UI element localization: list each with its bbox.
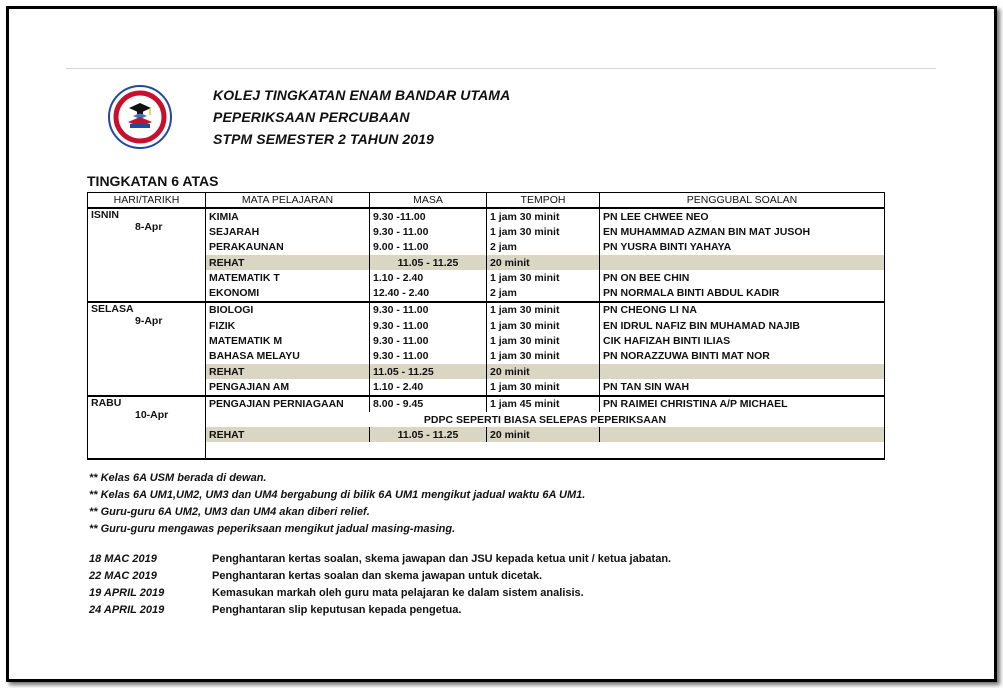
deadline-text: Penghantaran slip keputusan kepada pengetua. bbox=[212, 604, 462, 616]
note-item: ** Kelas 6A USM berada di dewan. bbox=[89, 472, 267, 484]
duration-cell: 20 minit bbox=[487, 255, 600, 270]
duration-cell: 1 jam 30 minit bbox=[487, 208, 600, 224]
duration-cell: 1 jam 30 minit bbox=[487, 318, 600, 333]
setter-cell: PN TAN SIN WAH bbox=[600, 379, 885, 395]
time-cell: 11.05 - 11.25 bbox=[370, 364, 487, 379]
time-cell: 9.00 - 11.00 bbox=[370, 240, 487, 255]
college-name: KOLEJ TINGKATAN ENAM BANDAR UTAMA bbox=[213, 87, 511, 103]
note-item: ** Guru-guru 6A UM2, UM3 dan UM4 akan diberi relief. bbox=[89, 506, 370, 518]
subject-cell: PENGAJIAN AM bbox=[206, 379, 370, 395]
time-cell: 1.10 - 2.40 bbox=[370, 379, 487, 395]
day-cell-isnin: ISNIN 8-Apr bbox=[88, 208, 206, 302]
duration-cell: 1 jam 30 minit bbox=[487, 379, 600, 395]
deadline-date: 24 APRIL 2019 bbox=[89, 604, 165, 616]
setter-cell bbox=[600, 364, 885, 379]
deadline-text: Penghantaran kertas soalan, skema jawapan dan JSU kepada ketua unit / ketua jabatan. bbox=[212, 553, 672, 565]
deadlines-list bbox=[89, 551, 889, 619]
table-row bbox=[88, 349, 885, 364]
duration-cell: 1 jam 30 minit bbox=[487, 224, 600, 239]
setter-cell bbox=[600, 427, 885, 442]
table-row bbox=[88, 208, 885, 224]
col-header-subject: MATA PELAJARAN bbox=[206, 193, 370, 209]
duration-cell: 20 minit bbox=[487, 427, 600, 442]
setter-cell: PN YUSRA BINTI YAHAYA bbox=[600, 240, 885, 255]
time-cell: 12.40 - 2.40 bbox=[370, 285, 487, 301]
setter-cell: EN MUHAMMAD AZMAN BIN MAT JUSOH bbox=[600, 224, 885, 239]
deadline-date: 19 APRIL 2019 bbox=[89, 587, 165, 599]
time-cell: 11.05 - 11.25 bbox=[370, 427, 487, 442]
setter-cell: PN ON BEE CHIN bbox=[600, 270, 885, 285]
deadline-text: Penghantaran kertas soalan dan skema jawapan untuk dicetak. bbox=[212, 570, 543, 582]
table-row bbox=[88, 302, 885, 318]
day-cell-rabu: RABU 10-Apr bbox=[88, 396, 206, 459]
subject-cell: SEJARAH bbox=[206, 224, 370, 239]
duration-cell: 1 jam 30 minit bbox=[487, 270, 600, 285]
header-titles bbox=[213, 84, 510, 150]
setter-cell: PN RAIMEI CHRISTINA A/P MICHAEL bbox=[600, 396, 885, 412]
top-divider bbox=[66, 68, 936, 69]
deadline-date: 18 MAC 2019 bbox=[89, 553, 157, 565]
subject-cell: FIZIK bbox=[206, 318, 370, 333]
duration-cell: 20 minit bbox=[487, 364, 600, 379]
col-header-time: MASA bbox=[370, 193, 487, 209]
table-row bbox=[88, 240, 885, 255]
note-item: ** Guru-guru mengawas peperiksaan mengikut jadual masing-masing. bbox=[89, 523, 456, 535]
setter-cell bbox=[600, 255, 885, 270]
subject-cell: PENGAJIAN PERNIAGAAN bbox=[206, 396, 370, 412]
deadline-date: 22 MAC 2019 bbox=[89, 570, 157, 582]
empty-cell bbox=[206, 442, 885, 458]
duration-cell: 2 jam bbox=[487, 240, 600, 255]
subject-cell: BIOLOGI bbox=[206, 302, 370, 318]
subject-cell: EKONOMI bbox=[206, 285, 370, 301]
subject-cell: REHAT bbox=[206, 364, 370, 379]
exam-name: PEPERIKSAAN PERCUBAAN bbox=[213, 109, 410, 125]
subject-cell: REHAT bbox=[206, 255, 370, 270]
table-row bbox=[88, 270, 885, 285]
time-cell: 8.00 - 9.45 bbox=[370, 396, 487, 412]
setter-cell: PN LEE CHWEE NEO bbox=[600, 208, 885, 224]
duration-cell: 1 jam 30 minit bbox=[487, 349, 600, 364]
time-cell: 9.30 - 11.00 bbox=[370, 318, 487, 333]
duration-cell: 1 jam 45 minit bbox=[487, 396, 600, 412]
notes-list bbox=[89, 470, 585, 538]
subject-cell: BAHASA MELAYU bbox=[206, 349, 370, 364]
table-row bbox=[88, 379, 885, 395]
table-header-row bbox=[88, 193, 885, 209]
exam-schedule-table bbox=[87, 192, 885, 460]
setter-cell: PN NORAZZUWA BINTI MAT NOR bbox=[600, 349, 885, 364]
subject-cell: PERAKAUNAN bbox=[206, 240, 370, 255]
col-header-setter: PENGGUBAL SOALAN bbox=[600, 193, 885, 209]
deadline-item bbox=[89, 551, 889, 568]
deadline-item bbox=[89, 602, 889, 619]
setter-cell: PN NORMALA BINTI ABDUL KADIR bbox=[600, 285, 885, 301]
subject-cell: KIMIA bbox=[206, 208, 370, 224]
time-cell: 11.05 - 11.25 bbox=[370, 255, 487, 270]
duration-cell: 1 jam 30 minit bbox=[487, 302, 600, 318]
table-row bbox=[88, 396, 885, 412]
duration-cell: 1 jam 30 minit bbox=[487, 333, 600, 348]
section-title: TINGKATAN 6 ATAS bbox=[87, 173, 219, 189]
note-item: ** Kelas 6A UM1,UM2, UM3 dan UM4 bergabung di bilik 6A UM1 mengikut jadual waktu 6A UM1. bbox=[89, 489, 586, 501]
subject-cell: MATEMATIK T bbox=[206, 270, 370, 285]
deadline-item bbox=[89, 568, 889, 585]
table-row bbox=[88, 285, 885, 301]
break-row bbox=[88, 427, 885, 442]
deadline-item bbox=[89, 585, 889, 602]
setter-cell: CIK HAFIZAH BINTI ILIAS bbox=[600, 333, 885, 348]
col-header-duration: TEMPOH bbox=[487, 193, 600, 209]
break-row bbox=[88, 255, 885, 270]
table-row bbox=[88, 333, 885, 348]
setter-cell: EN IDRUL NAFIZ BIN MUHAMAD NAJIB bbox=[600, 318, 885, 333]
duration-cell: 2 jam bbox=[487, 285, 600, 301]
pdpc-note-cell: PDPC SEPERTI BIASA SELEPAS PEPERIKSAAN bbox=[206, 412, 885, 427]
day-cell-selasa: SELASA 9-Apr bbox=[88, 302, 206, 396]
time-cell: 9.30 - 11.00 bbox=[370, 349, 487, 364]
deadline-text: Kemasukan markah oleh guru mata pelajaran ke dalam sistem analisis. bbox=[212, 587, 584, 599]
time-cell: 9.30 - 11.00 bbox=[370, 224, 487, 239]
time-cell: 9.30 -11.00 bbox=[370, 208, 487, 224]
subject-cell: REHAT bbox=[206, 427, 370, 442]
table-row bbox=[88, 224, 885, 239]
table-row bbox=[88, 442, 885, 458]
college-logo-icon bbox=[107, 84, 173, 150]
subject-cell: MATEMATIK M bbox=[206, 333, 370, 348]
table-row bbox=[88, 318, 885, 333]
span-row bbox=[88, 412, 885, 427]
col-header-day: HARI/TARIKH bbox=[88, 193, 206, 209]
setter-cell: PN CHEONG LI NA bbox=[600, 302, 885, 318]
time-cell: 1.10 - 2.40 bbox=[370, 270, 487, 285]
exam-semester: STPM SEMESTER 2 TAHUN 2019 bbox=[213, 131, 434, 147]
break-row bbox=[88, 364, 885, 379]
time-cell: 9.30 - 11.00 bbox=[370, 333, 487, 348]
time-cell: 9.30 - 11.00 bbox=[370, 302, 487, 318]
